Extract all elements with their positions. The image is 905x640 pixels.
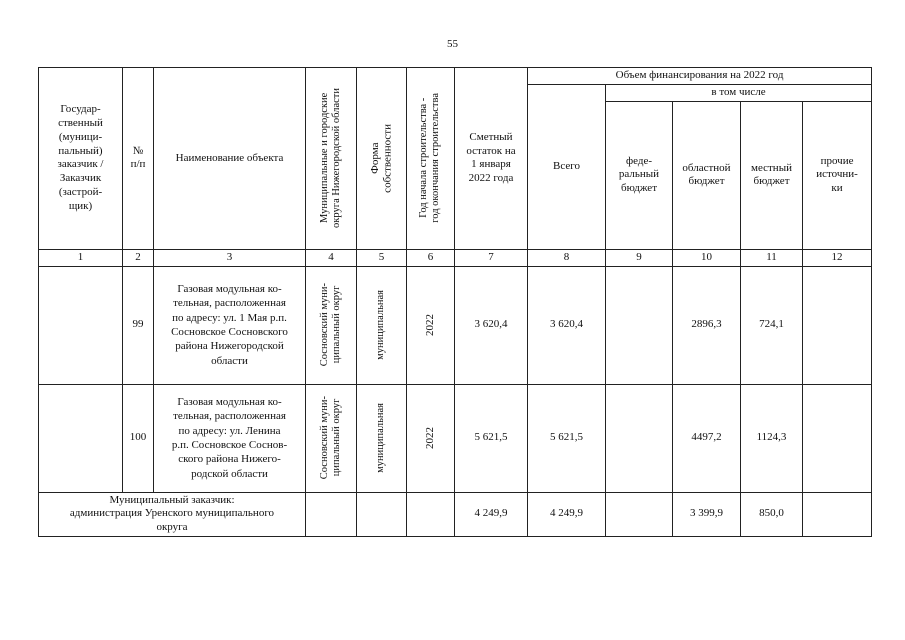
cell-other <box>803 266 872 384</box>
cell-other <box>803 384 872 492</box>
cell-year: 2022 <box>407 384 455 492</box>
cell-ownership: муниципальная <box>357 384 407 492</box>
cell-customer <box>39 266 123 384</box>
cell-local: 1124,3 <box>741 384 803 492</box>
summary-local: 850,0 <box>741 492 803 536</box>
table-row <box>39 384 872 492</box>
col-number: 7 <box>455 249 528 266</box>
cell-regional: 4497,2 <box>673 384 741 492</box>
header-other: прочие источни- ки <box>803 101 872 249</box>
cell-customer <box>39 384 123 492</box>
col-number: 11 <box>741 249 803 266</box>
col-number: 9 <box>606 249 673 266</box>
header-num: № п/п <box>123 68 154 250</box>
cell-regional: 2896,3 <box>673 266 741 384</box>
header-district: Муниципальные и городские округа Нижегородской области <box>306 68 357 250</box>
header-including: в том числе <box>606 85 872 102</box>
table-row <box>39 266 872 384</box>
cell-estimate: 5 621,5 <box>455 384 528 492</box>
cell-num: 99 <box>123 266 154 384</box>
header-ownership: Форма собственности <box>357 68 407 250</box>
header-regional: областной бюджет <box>673 101 741 249</box>
cell-object-name: Газовая модульная ко- тельная, расположенная по адресу: ул. 1 Мая р.п. Сосновское Сосновского района Нижегородской области <box>154 266 306 384</box>
column-number-row <box>39 249 872 266</box>
page-number: 55 <box>447 38 458 50</box>
cell-federal <box>606 266 673 384</box>
header-federal: феде- ральный бюджет <box>606 101 673 249</box>
cell-year: 2022 <box>407 266 455 384</box>
col-number: 5 <box>357 249 407 266</box>
summary-federal <box>606 492 673 536</box>
cell-district <box>306 492 357 536</box>
header-years: Год начала строительства - год окончания строительства <box>407 68 455 250</box>
header-object-name: Наименование объекта <box>154 68 306 250</box>
col-number: 12 <box>803 249 872 266</box>
cell-local: 724,1 <box>741 266 803 384</box>
col-number: 6 <box>407 249 455 266</box>
cell-district: Сосновский муни- ципальный округ <box>306 266 357 384</box>
cell-ownership: муниципальная <box>357 266 407 384</box>
cell-num: 100 <box>123 384 154 492</box>
financing-table <box>38 67 872 537</box>
summary-estimate: 4 249,9 <box>455 492 528 536</box>
header-local: местный бюджет <box>741 101 803 249</box>
cell-year <box>407 492 455 536</box>
col-number: 1 <box>39 249 123 266</box>
cell-total: 5 621,5 <box>528 384 606 492</box>
cell-federal <box>606 384 673 492</box>
cell-total: 3 620,4 <box>528 266 606 384</box>
header-funding: Объем финансирования на 2022 год <box>528 68 872 85</box>
summary-other <box>803 492 872 536</box>
summary-total: 4 249,9 <box>528 492 606 536</box>
col-number: 10 <box>673 249 741 266</box>
header-estimate: Сметный остаток на 1 января 2022 года <box>455 68 528 250</box>
col-number: 4 <box>306 249 357 266</box>
cell-estimate: 3 620,4 <box>455 266 528 384</box>
col-number: 3 <box>154 249 306 266</box>
summary-row <box>39 492 872 536</box>
cell-object-name: Газовая модульная ко- тельная, расположенная по адресу: ул. Ленина р.п. Сосновское Соснов- ского района Нижего- родской области <box>154 384 306 492</box>
summary-regional: 3 399,9 <box>673 492 741 536</box>
summary-label: Муниципальный заказчик: администрация Уренского муниципального округа <box>39 492 306 536</box>
header-customer: Государ- ственный (муници- пальный) заказчик / Заказчик (застрой- щик) <box>39 68 123 250</box>
cell-ownership <box>357 492 407 536</box>
col-number: 8 <box>528 249 606 266</box>
col-number: 2 <box>123 249 154 266</box>
cell-district: Сосновский муни- ципальный округ <box>306 384 357 492</box>
header-total: Всего <box>528 85 606 250</box>
